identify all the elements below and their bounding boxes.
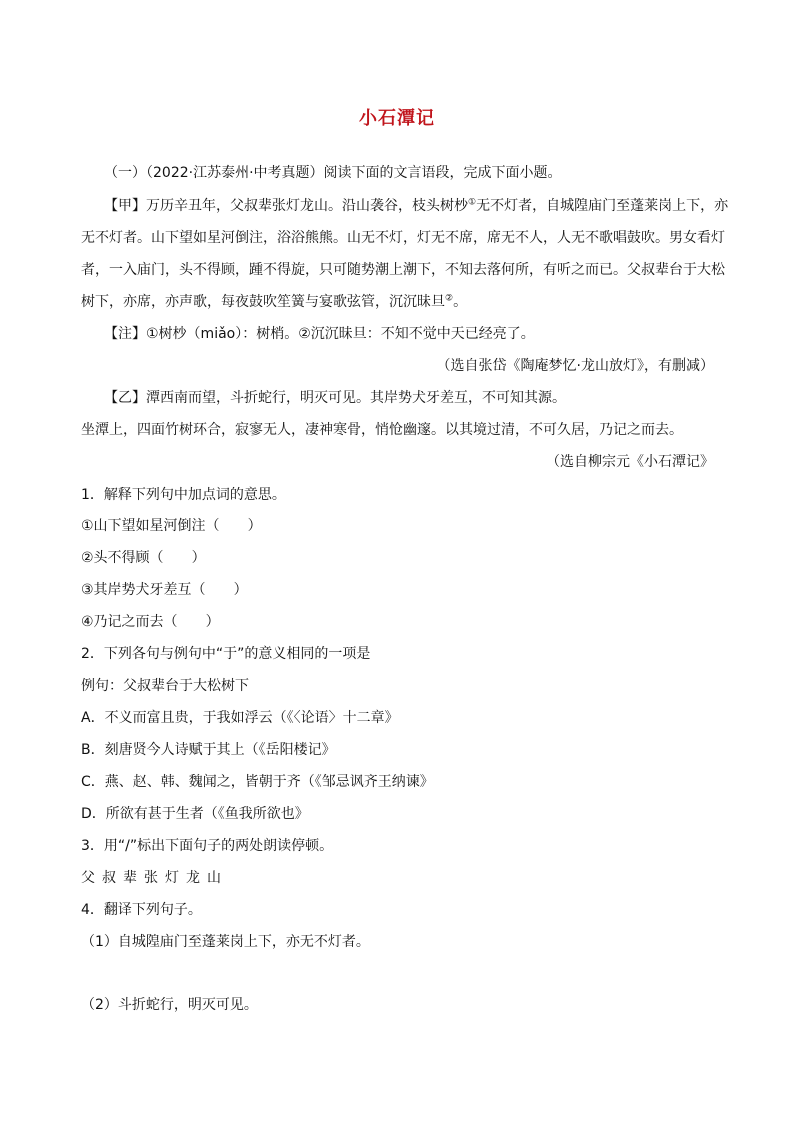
passage-jia-line: 者，一入庙门，头不得顾，踵不得旋，只可随势潮上潮下，不知去落何所，有听之而已。父叔辈台于大松 xyxy=(81,262,725,278)
question-2-option-a[interactable]: A．不义而富且贵，于我如浮云（《〈论语〉十二章》 xyxy=(81,710,399,726)
question-1-item xyxy=(81,516,262,536)
question-4-item-2: （2）斗折蛇行，明灭可见。 xyxy=(81,997,258,1013)
question-3-sentence[interactable]: 父叔辈张灯龙山 xyxy=(81,870,228,886)
item-bracket: ） xyxy=(233,582,248,598)
passage-jia-text: 。 xyxy=(453,294,468,310)
source-citation: （选自柳宗元《小石潭记》 xyxy=(546,454,714,470)
question-2-option-b[interactable]: B．刻唐贤今人诗赋于其上（《岳阳楼记》 xyxy=(81,742,336,758)
question-1-item xyxy=(81,580,248,600)
item-bracket: ） xyxy=(247,518,262,534)
question-4-stem: 4．翻译下列句子。 xyxy=(81,902,202,918)
source-citation: （选自张岱《陶庵梦忆·龙山放灯》，有删减） xyxy=(436,358,714,374)
passage-yi-line: 【乙】潭西南而望，斗折蛇行，明灭可见。其岸势犬牙差互，不可知其源。 xyxy=(104,390,566,406)
passage-jia-line xyxy=(104,196,728,216)
question-3-stem: 3．用“/”标出下面句子的两处朗读停顿。 xyxy=(81,838,334,854)
footnote-marker: ① xyxy=(468,197,477,208)
passage-yi-line: 坐潭上，四面竹树环合，寂寥无人，凄神寒骨，悄怆幽邃。以其境过清，不可久居，乃记之而去。 xyxy=(81,422,683,438)
passage-jia-line: 无不灯者。山下望如星河倒注，浴浴熊熊。山无不灯，灯无不席，席无不人，人无不歌唱鼓吹。男女看灯 xyxy=(81,230,725,246)
passage-jia-line xyxy=(81,292,467,312)
question-1-item xyxy=(81,548,206,568)
passage-jia-text: 【甲】万历辛丑年，父叔辈张灯龙山。沿山袭谷，枝头树杪 xyxy=(104,198,468,214)
question-2-option-d[interactable]: D．所欲有甚于生者（《鱼我所欲也》 xyxy=(81,806,309,822)
question-2-stem: 2．下列各句与例句中“于”的意义相同的一项是 xyxy=(81,646,371,662)
question-4-item-1: （1）自城隍庙门至蓬莱岗上下，亦无不灯者。 xyxy=(81,934,370,950)
question-2-example: 例句：父叔辈台于大松树下 xyxy=(81,678,249,694)
intro-line: （一）（2022·江苏泰州·中考真题）阅读下面的文言语段，完成下面小题。 xyxy=(104,165,562,181)
item-text: ②头不得顾（ xyxy=(81,550,164,566)
footnote-marker: ② xyxy=(445,293,454,304)
item-text: ①山下望如星河倒注（ xyxy=(81,518,220,534)
item-text: ③其岸势犬牙差互（ xyxy=(81,582,206,598)
item-bracket: ） xyxy=(191,550,206,566)
question-2-option-c[interactable]: C．燕、赵、韩、魏闻之，皆朝于齐（《邹忌讽齐王纳谏》 xyxy=(81,774,434,790)
question-1-stem: 1．解释下列句中加点词的意思。 xyxy=(81,487,286,503)
page-title: 小石潭记 xyxy=(359,108,435,129)
question-1-item xyxy=(81,612,220,632)
passage-jia-text: 无不灯者，自城隍庙门至蓬莱岗上下，亦 xyxy=(476,198,729,214)
note-line: 【注】①树杪（miǎo）：树梢。②沉沉昧旦：不知不觉中天已经亮了。 xyxy=(104,326,535,342)
item-text: ④乃记之而去（ xyxy=(81,614,178,630)
item-bracket: ） xyxy=(205,614,220,630)
passage-jia-text: 树下，亦席，亦声歌，每夜鼓吹笙簧与宴歌弦管，沉沉昧旦 xyxy=(81,294,445,310)
